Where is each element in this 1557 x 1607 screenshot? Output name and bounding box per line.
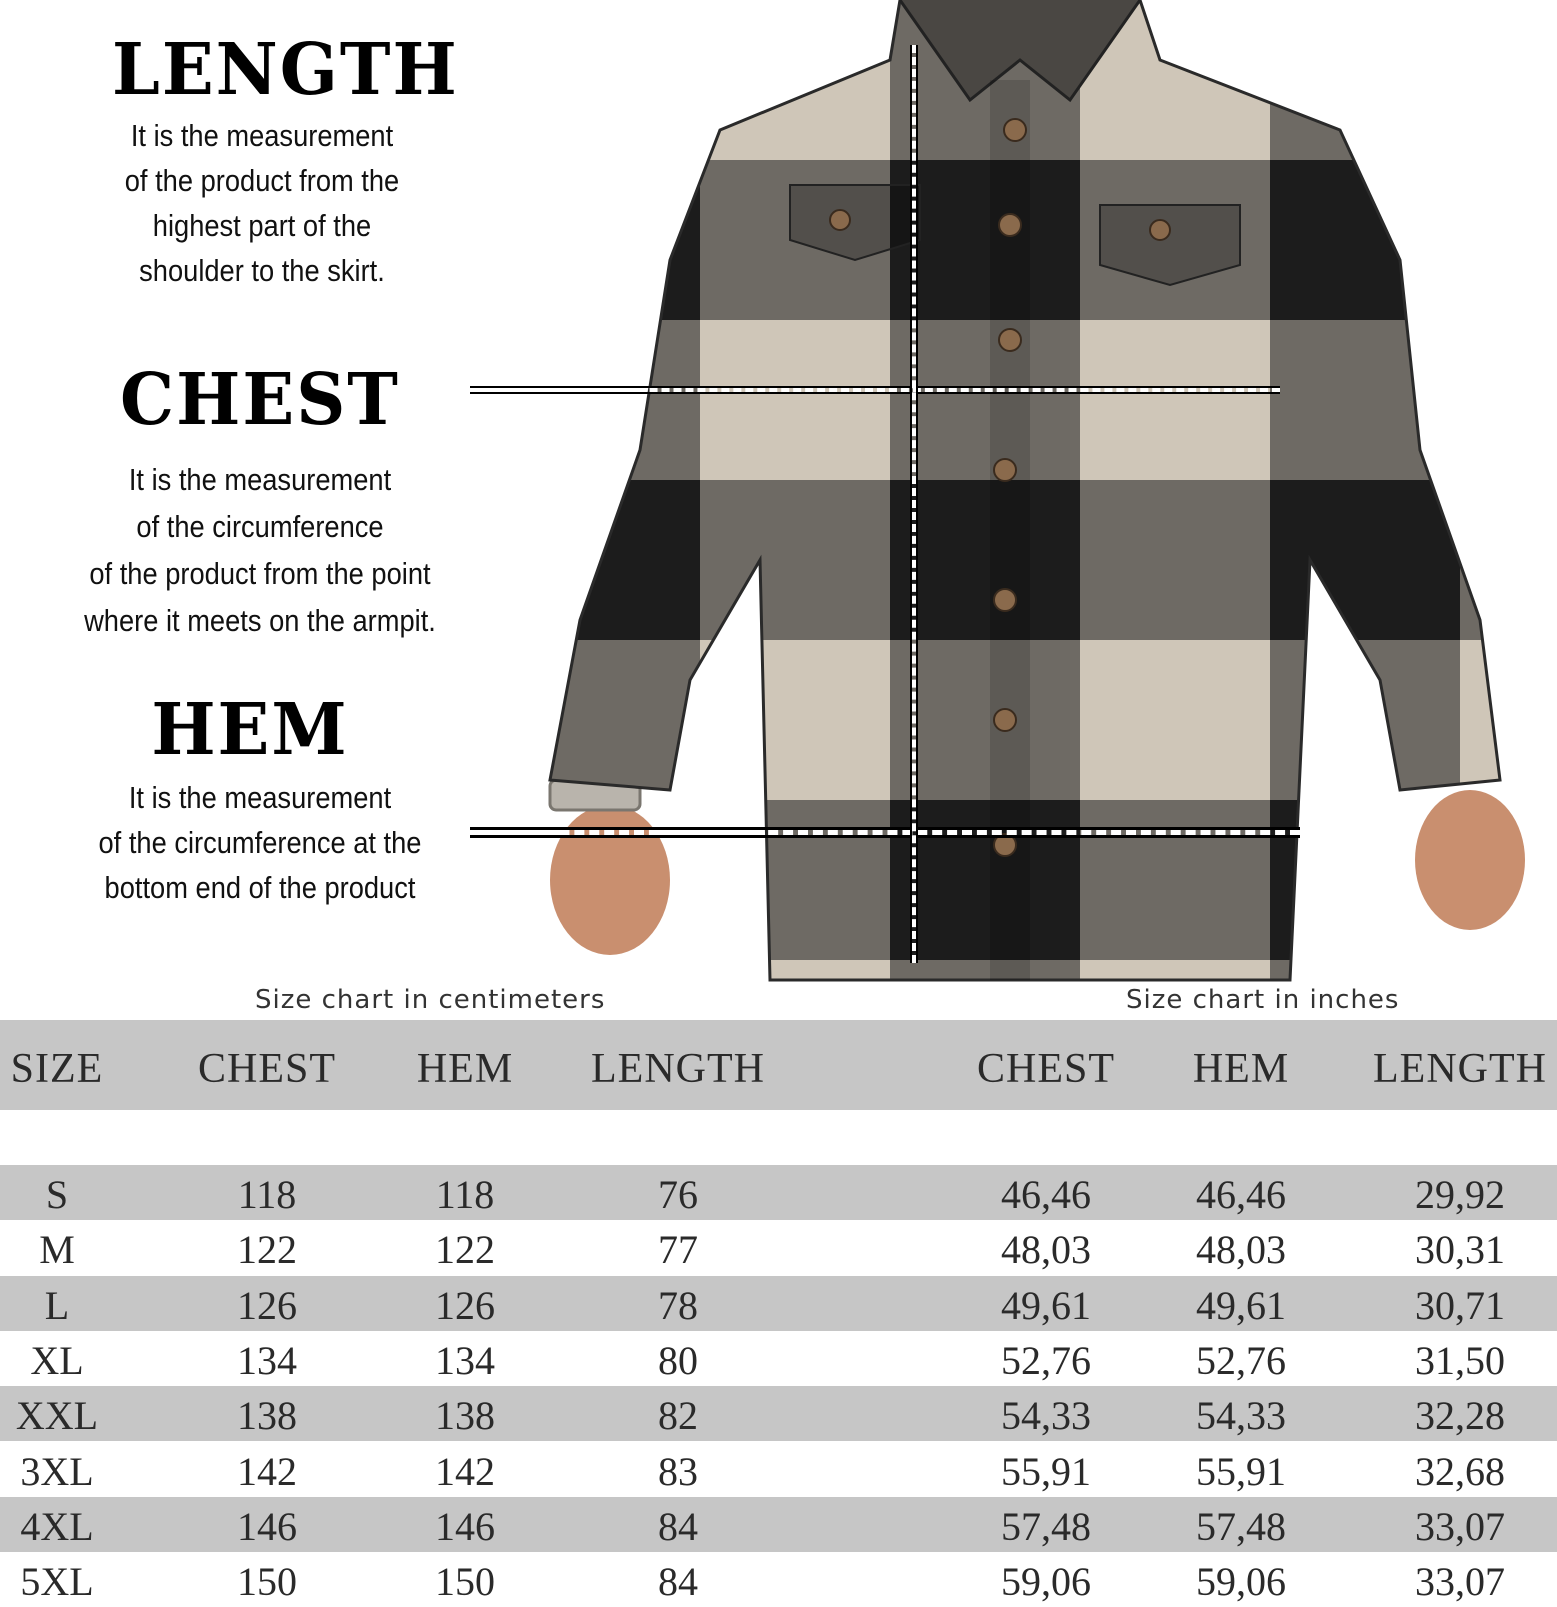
cell-length-in: 29,92 (1415, 1172, 1505, 1217)
cell-hem-in: 46,46 (1196, 1172, 1286, 1217)
chest-desc-line: where it meets on the armpit. (84, 603, 436, 638)
cell-hem-cm: 134 (435, 1337, 495, 1383)
cell-hem-in: 48,03 (1196, 1227, 1286, 1273)
header-length-cm: LENGTH (591, 1046, 765, 1092)
chest-description (49, 456, 471, 644)
table-row (0, 1386, 1557, 1441)
cell-hem-cm: 142 (435, 1448, 495, 1494)
cell-length-cm: 83 (658, 1448, 698, 1494)
caption-centimeters: Size chart in centimeters (255, 985, 606, 1015)
cell-chest-in: 59,06 (1001, 1559, 1091, 1605)
cell-hem-in: 57,48 (1196, 1503, 1286, 1549)
cell-chest-in: 49,61 (1001, 1282, 1091, 1328)
cell-length-cm: 84 (658, 1559, 698, 1605)
cell-hem-cm: 146 (435, 1503, 495, 1549)
length-desc-line: It is the measurement (130, 118, 394, 153)
length-description (86, 113, 438, 293)
hem-desc-line: bottom end of the product (104, 870, 416, 905)
cell-chest-in: 57,48 (1001, 1503, 1091, 1549)
cell-chest-cm: 126 (237, 1282, 297, 1328)
cell-size: S (45, 1172, 69, 1217)
cell-hem-in: 55,91 (1196, 1448, 1286, 1494)
cell-chest-cm: 122 (237, 1227, 297, 1273)
cell-size: XXL (15, 1393, 99, 1439)
length-heading: LENGTH (112, 28, 459, 112)
length-desc-line: shoulder to the skirt. (139, 253, 385, 288)
cell-size: 4XL (20, 1503, 94, 1549)
length-desc-line: of the product from the (124, 163, 400, 198)
cell-hem-in: 52,76 (1196, 1337, 1286, 1383)
chest-desc-line: It is the measurement (128, 462, 392, 497)
chest-guide-line (470, 388, 1280, 392)
cell-size: 3XL (20, 1448, 94, 1494)
cell-length-cm: 77 (658, 1227, 698, 1273)
cell-hem-cm: 118 (435, 1172, 495, 1217)
right-hand (1415, 790, 1525, 930)
header-length-in: LENGTH (1373, 1046, 1547, 1092)
cell-length-cm: 78 (658, 1282, 698, 1328)
cell-length-cm: 80 (658, 1337, 698, 1383)
header-size: SIZE (10, 1046, 104, 1092)
length-desc-line: highest part of the (152, 208, 372, 243)
table-row (0, 1331, 1557, 1386)
cell-length-in: 32,68 (1415, 1448, 1505, 1494)
cell-chest-in: 55,91 (1001, 1448, 1091, 1494)
cell-size: 5XL (20, 1559, 94, 1605)
hem-heading: HEM (151, 688, 349, 772)
cell-hem-cm: 122 (435, 1227, 495, 1273)
hem-description (66, 775, 453, 910)
cell-length-cm: 82 (658, 1393, 698, 1439)
header-chest-cm: CHEST (197, 1046, 337, 1092)
cell-chest-cm: 142 (237, 1448, 297, 1494)
cell-chest-cm: 150 (237, 1559, 297, 1605)
cell-length-in: 30,71 (1415, 1282, 1505, 1328)
cell-length-in: 33,07 (1415, 1503, 1505, 1549)
table-row (0, 1165, 1557, 1220)
cell-chest-cm: 118 (237, 1172, 297, 1217)
cell-chest-in: 52,76 (1001, 1337, 1091, 1383)
cell-chest-in: 54,33 (1001, 1393, 1091, 1439)
chest-heading: CHEST (120, 358, 400, 442)
cell-hem-in: 59,06 (1196, 1559, 1286, 1605)
cell-hem-cm: 126 (435, 1282, 495, 1328)
cell-length-in: 31,50 (1415, 1337, 1505, 1383)
cell-chest-cm: 138 (237, 1393, 297, 1439)
size-table-header (0, 1020, 1557, 1110)
header-chest-in: CHEST (976, 1046, 1116, 1092)
caption-inches: Size chart in inches (1126, 985, 1400, 1015)
table-row (0, 1552, 1557, 1607)
cell-chest-cm: 134 (237, 1337, 297, 1383)
cell-length-in: 33,07 (1415, 1559, 1505, 1605)
table-row (0, 1276, 1557, 1331)
chest-desc-line: of the circumference (136, 509, 384, 544)
cell-length-cm: 76 (658, 1172, 698, 1217)
hem-desc-line: of the circumference at the (98, 825, 422, 860)
cell-chest-in: 48,03 (1001, 1227, 1091, 1273)
cell-length-in: 32,28 (1415, 1393, 1505, 1439)
hem-desc-line: It is the measurement (128, 780, 392, 815)
table-row (0, 1442, 1557, 1497)
cell-chest-cm: 146 (237, 1503, 297, 1549)
cell-hem-cm: 150 (435, 1559, 495, 1605)
cell-length-cm: 84 (658, 1503, 698, 1549)
left-hand (550, 805, 670, 955)
cell-chest-in: 46,46 (1001, 1172, 1091, 1217)
cell-size: XL (30, 1337, 84, 1383)
cell-hem-cm: 138 (435, 1393, 495, 1439)
cell-size: M (39, 1227, 75, 1273)
table-row (0, 1220, 1557, 1275)
hem-guide-line (470, 830, 1300, 835)
cell-size: L (44, 1282, 70, 1328)
cell-hem-in: 54,33 (1196, 1393, 1286, 1439)
chest-desc-line: of the product from the point (89, 556, 431, 591)
length-guide-line (912, 45, 916, 963)
table-row (0, 1497, 1557, 1552)
cell-length-in: 30,31 (1415, 1227, 1505, 1273)
header-hem-cm: HEM (416, 1046, 514, 1092)
cell-hem-in: 49,61 (1196, 1282, 1286, 1328)
header-hem-in: HEM (1192, 1046, 1290, 1092)
